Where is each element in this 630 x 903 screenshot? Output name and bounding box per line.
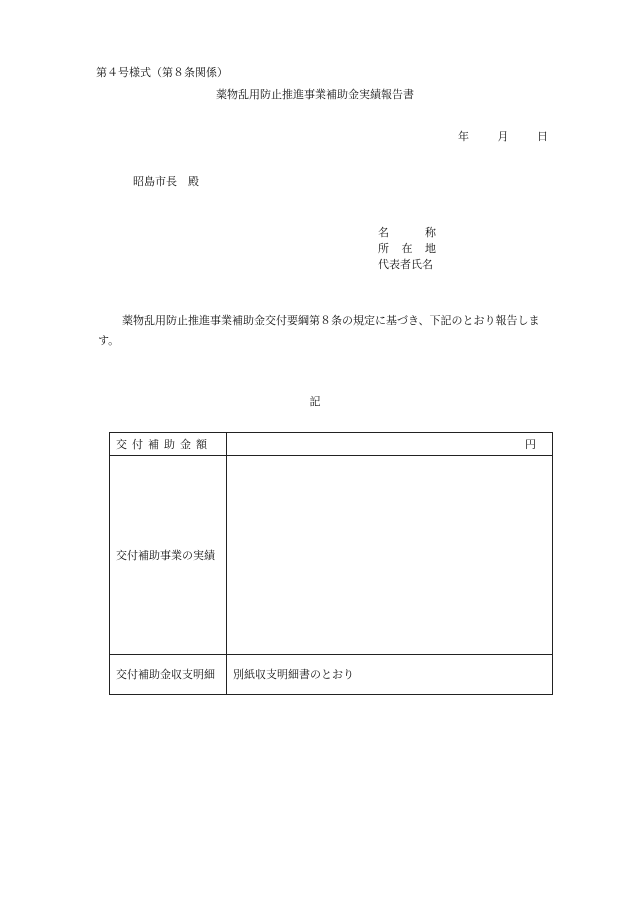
addressee [133,176,199,187]
ki-heading: 記 [309,395,321,408]
project-results-field[interactable] [227,456,553,655]
yen-unit: 円 [525,437,536,451]
address-label-char-2: 在 [401,242,413,255]
applicant-address-label [378,243,436,254]
date-line [458,131,548,142]
income-expense-value: 別紙収支明細書のとおり [227,655,553,695]
address-label-char-3: 地 [425,242,436,255]
table-row [110,655,553,695]
date-month-label: 月 [497,130,509,143]
table-row [110,456,553,655]
document-title: 薬物乱用防止推進事業補助金実績報告書 [216,88,414,101]
date-day-label: 日 [537,130,548,143]
report-body-text [98,311,575,351]
income-expense-label: 交付補助金収支明細 [110,655,227,695]
applicant-name-label [378,227,436,238]
body-line-1: 薬物乱用防止推進事業補助金交付要綱第８条の規定に基づき、下記のとおり報告しま [122,314,540,327]
form-number: 第４号様式（第８条関係） [96,66,228,79]
grant-amount-field[interactable] [227,433,553,456]
date-year-label: 年 [458,130,469,143]
body-line-2: す。 [98,334,120,347]
report-table [109,432,553,695]
address-label-char-1: 所 [378,242,389,255]
name-label-char-2: 称 [425,226,436,239]
addressee-name: 昭島市長 [133,175,177,188]
project-results-label: 交付補助事業の実績 [110,456,227,655]
name-label-char-1: 名 [378,226,389,239]
applicant-representative-label: 代表者氏名 [378,258,433,271]
addressee-honorific: 殿 [188,175,199,188]
table-row [110,433,553,456]
grant-amount-label: 交付補助金額 [110,433,227,456]
